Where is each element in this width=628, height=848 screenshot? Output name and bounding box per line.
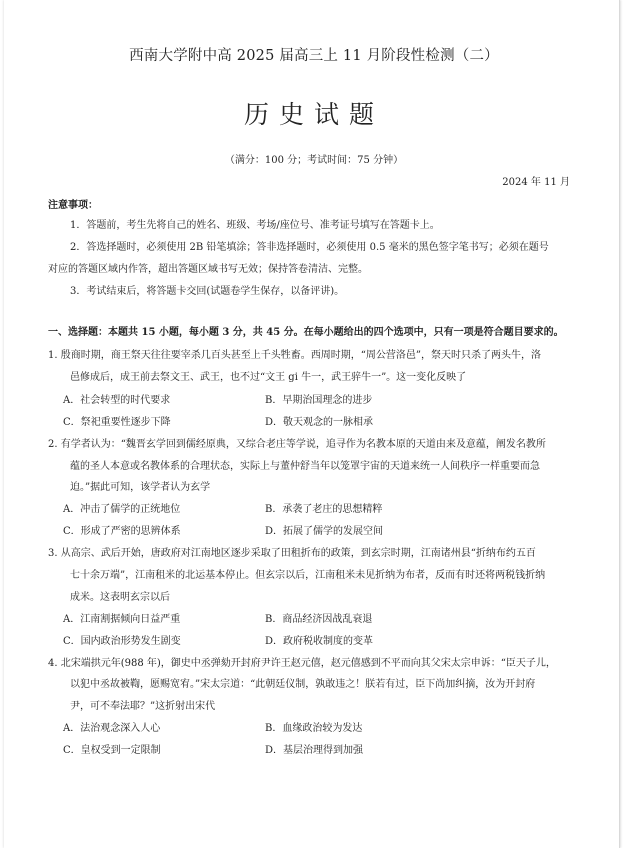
question-4-option-c: C．皇权受到一定限制 bbox=[63, 745, 161, 756]
question-3-option-a: A．江南割据倾向日益严重 bbox=[63, 614, 181, 625]
question-3-line-3: 成米。这表明玄宗以后 bbox=[70, 592, 170, 603]
section-heading: 一、选择题：本题共 15 小题，每小题 3 分，共 45 分。在每小题给出的四个选项中，只有一项是符合题目要求的。 bbox=[48, 327, 564, 338]
notice-item-2-continued: 对应的答题区域内作答，超出答题区域书写无效；保持答卷清洁、完整。 bbox=[48, 264, 368, 275]
question-4-option-a: A．法治观念深入人心 bbox=[63, 723, 161, 734]
notice-item-1: 1．答题前，考生先将自己的姓名、班级、考场/座位号、准考证号填写在答题卡上。 bbox=[70, 220, 440, 231]
question-2-option-d: D．拓展了儒学的发展空间 bbox=[265, 526, 384, 537]
question-4-line-3: 尹，可不奉法耶？”这折射出宋代 bbox=[70, 701, 216, 712]
question-2-line-2: 蕴的圣人本意或名教体系的合理状态，实际上与董仲舒当年以笼罩宇宙的天道来统一人间秩序一样重要而急 bbox=[70, 461, 540, 472]
question-1-option-d: D．敬天观念的一脉相承 bbox=[265, 417, 374, 428]
question-4-option-b: B．血缘政治较为发达 bbox=[265, 723, 363, 734]
question-1-line-2: 邑修成后，成王前去祭文王、武王，也不过“文王 gi 牛一，武王骍牛一”。这一变化反映了 bbox=[70, 372, 467, 383]
question-2-option-b: B．承袭了老庄的思想精粹 bbox=[265, 504, 383, 515]
notice-item-3: 3．考试结束后，将答题卡交回(试题卷学生保存，以备评讲)。 bbox=[70, 286, 345, 297]
question-3-option-b: B．商品经济因战乱衰退 bbox=[265, 614, 373, 625]
question-3-line-2: 七十余万端”，江南租米的北运基本停止。但玄宗以后，江南租米未见折纳为布者，反而有时还将两税钱折纳 bbox=[70, 570, 546, 581]
question-1-option-b: B．早期治国理念的进步 bbox=[265, 395, 373, 406]
question-2-line-1: 2. 有学者认为：“魏晋玄学回到儒经原典，又综合老庄等学说，追寻作为名教本原的天道由来及意蕴，阐发名教所 bbox=[48, 439, 546, 450]
question-4-line-1: 4. 北宋端拱元年(988 年)，御史中丞弹劾开封府尹许王赵元僖，赵元僖感到不平而向其父宋太宗申诉：“臣天子儿， bbox=[48, 658, 556, 669]
question-1-option-c: C．祭祀重要性逐步下降 bbox=[63, 417, 171, 428]
question-4-option-d: D．基层治理得到加强 bbox=[265, 745, 364, 756]
question-3-line-1: 3. 从高宗、武后开始，唐政府对江南地区逐步采取了田租折布的政策，到玄宗时期，江南诸州县“折纳布约五百 bbox=[48, 548, 536, 559]
question-3-option-c: C．国内政治形势发生剧变 bbox=[63, 636, 181, 647]
question-4-line-2: 以犯中丞故被鞫，愿赐宽宥。”宋太宗道：“此朝廷仪制，孰敢违之！朕若有过，臣下尚加纠摘，汝为开封府 bbox=[70, 679, 536, 690]
notice-heading: 注意事项： bbox=[48, 200, 98, 211]
exam-date: 2024 年 11 月 bbox=[502, 177, 570, 188]
question-2-option-a: A．冲击了儒学的正统地位 bbox=[63, 504, 181, 515]
subject-title: 历史试题 bbox=[243, 100, 384, 129]
question-3-option-d: D．政府税收制度的变革 bbox=[265, 636, 374, 647]
question-1-line-1: 1. 殷商时期，商王祭天往往要宰杀几百头甚至上千头牲畜。西周时期，“周公营洛邑”，祭天时只杀了两头牛，洛 bbox=[48, 350, 541, 361]
question-2-option-c: C．形成了严密的思辨体系 bbox=[63, 526, 181, 537]
question-1-option-a: A．社会转型的时代要求 bbox=[63, 395, 171, 406]
notice-item-2: 2．答选择题时，必须使用 2B 铅笔填涂；答非选择题时，必须使用 0.5 毫米的黑色签字笔书写；必须在题号 bbox=[70, 242, 549, 253]
exam-meta: （满分：100 分；考试时间：75 分钟） bbox=[224, 155, 404, 166]
question-2-line-3: 迫。”据此可知，该学者认为玄学 bbox=[70, 482, 211, 493]
exam-title: 西南大学附中高 2025 届高三上 11 月阶段性检测（二） bbox=[129, 48, 499, 64]
